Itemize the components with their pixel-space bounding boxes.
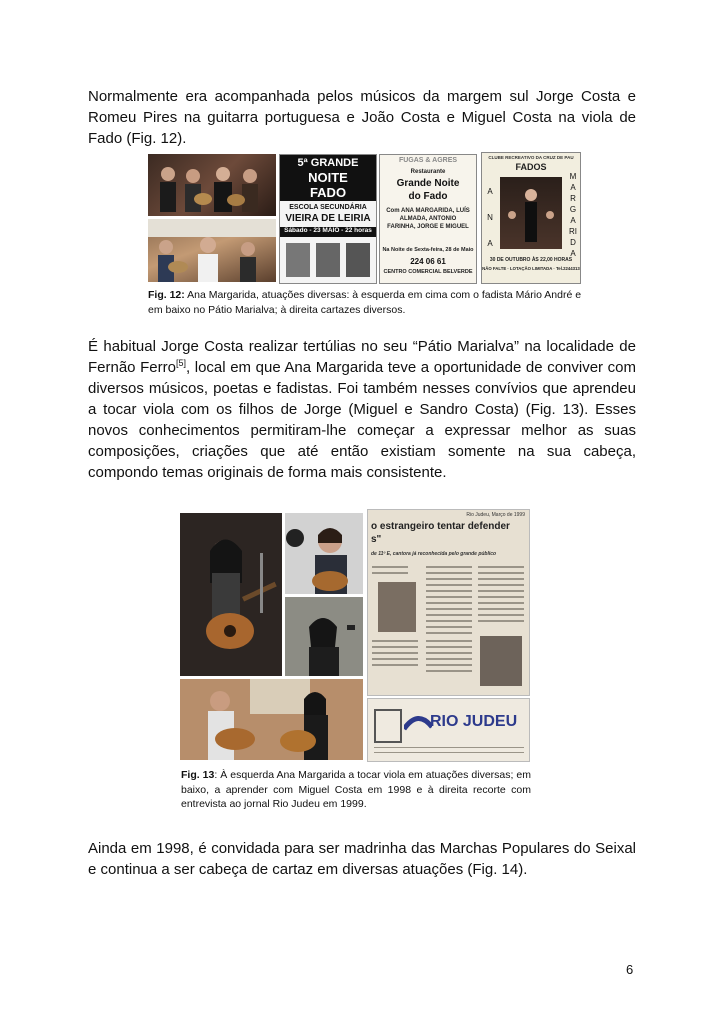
- guitar-player-illustration: [180, 513, 282, 676]
- clipping-photo-1: [378, 582, 416, 632]
- fig13-caption: [181, 768, 531, 812]
- poster1-school: ESCOLA SECUNDÁRIA: [289, 204, 367, 211]
- paragraph-2-part2: , local em que Ana Margarida teve a oportunidade de conviver com diversos músicos, poetas e fadistas. Foi também nesses convívios que aprendeu a tocar viola com os filhos de Jorge (Miguel e Sandro Costa) (Fig. 13). Esses novos conhecimentos permitiram-lhe começar a expressar melhor as suas composições, criações que até então existiam somente na sua cabeça, compondo temas originais de forma mais consistente.: [88, 359, 636, 481]
- patio-performance-illustration: [148, 219, 276, 282]
- page-number: 6: [626, 962, 634, 977]
- footnote-ref: [5]: [175, 358, 186, 368]
- rio-judeu-wave-icon: [404, 709, 432, 733]
- poster1-line1: 5ª GRANDE: [297, 157, 359, 169]
- poster2-title1: Grande Noite: [396, 178, 460, 189]
- fig12-caption-text: Ana Margarida, atuações diversas: à esquerda em cima com o fadista Mário André e em baixo no Pátio Marialva; à direita cartazes diversos.: [148, 289, 582, 316]
- poster3-date: 30 DE OUTUBRO ÀS 22,00 HORAS: [489, 257, 573, 263]
- fig13-photo-lesson: [180, 679, 363, 760]
- poster1-date: Sábado - 23 MAIO - 22 horas: [284, 227, 372, 234]
- poster3-right-letters: MARGARIDA: [569, 172, 577, 258]
- fig13-rio-judeu-logo: [367, 698, 530, 762]
- fig13-newspaper-clipping: [367, 509, 530, 696]
- poster3-note: NÃO FALTE · LOTAÇÃO LIMITADA · Tel.2244313: [482, 266, 580, 271]
- poster2-sub: Restaurante: [410, 169, 446, 175]
- rio-judeu-logo-text: RIO JUDEU: [430, 713, 518, 730]
- poster1-line3: FADO: [309, 185, 347, 200]
- fig12-photo-top-left: [148, 154, 276, 216]
- fig13-photo-top-middle: [285, 513, 363, 594]
- clipping-subhead: de 11º E, cantora já reconhecida pelo grande público: [371, 551, 497, 557]
- poster3-left-letters: A N A: [487, 187, 493, 248]
- paragraph-2: [88, 336, 636, 483]
- poster2-title2: do Fado: [408, 191, 448, 202]
- poster1-portrait-1: [286, 243, 310, 277]
- poster2-header: FUGAS & AGRES: [398, 157, 458, 164]
- guitarist-smiling-illustration: [285, 513, 363, 594]
- poster3-photo: [500, 177, 562, 249]
- clipping-headline-2: s": [371, 534, 382, 545]
- fig12-poster-grande-noite-fado: [279, 154, 377, 284]
- poster2-when: Na Noite de Sexta-feira, 28 de Maio: [382, 247, 474, 253]
- poster2-phone: 224 06 61: [410, 257, 446, 266]
- poster1-portrait-2: [316, 243, 340, 277]
- paragraph-1: Normalmente era acompanhada pelos músicos da margem sul Jorge Costa e Romeu Pires na guitarra portuguesa e João Costa e Miguel Costa na viola de Fado (Fig. 12).: [88, 88, 636, 147]
- fig12-poster-restaurante: [379, 154, 477, 284]
- paragraph-2-part1: É habitual Jorge Costa realizar tertúlias no seu “Pátio Marialva” na localidade de Fernão Ferro: [88, 338, 636, 376]
- fig12-caption-label: Fig. 12:: [148, 289, 185, 301]
- poster1-portrait-3: [346, 243, 370, 277]
- poster2-venue: CENTRO COMERCIAL BELVERDE: [383, 269, 473, 275]
- clipping-headline: o estrangeiro tentar defender: [371, 521, 510, 532]
- poster3-title: FADOS: [515, 162, 547, 172]
- clipping-photo-2: [480, 636, 522, 686]
- performers-illustration: [148, 154, 276, 216]
- poster1-line2: NOITE: [308, 170, 348, 185]
- fig13-caption-label: Fig. 13: [181, 769, 215, 781]
- fig12-poster-fados-ana-margarida: [481, 152, 581, 284]
- fig13-photo-middle: [285, 597, 363, 676]
- poster1-place: VIEIRA DE LEIRIA: [285, 213, 371, 224]
- fig13-photo-singer-guitar: [180, 513, 282, 676]
- clipping-masthead: Rio Judeu, Março de 1999: [466, 512, 525, 518]
- fig12-photo-bottom-left: [148, 219, 276, 282]
- paragraph-3: Ainda em 1998, é convidada para ser madrinha das Marchas Populares do Seixal e continua a ser cabeça de cartaz em diversas atuações (Fig. 14).: [88, 840, 636, 878]
- singer-illustration: [500, 177, 562, 249]
- singer-microphone-illustration: [285, 597, 363, 676]
- rio-judeu-emblem: [374, 709, 402, 743]
- poster3-club: CLUBE RECREATIVO DA CRUZ DE PAU: [488, 155, 574, 160]
- poster2-artists: Com ANA MARGARIDA, LUÍS ALMADA, ANTONIO FARINHA, JORGE E MIGUEL: [386, 208, 470, 230]
- fig13-caption-text: : À esquerda Ana Margarida a tocar viola em atuações diversas; em baixo, a aprender com Miguel Costa em 1998 e à direita recorte com entrevista ao jornal Rio Judeu em 1999.: [181, 769, 531, 810]
- fig12-caption: [148, 288, 598, 317]
- guitar-lesson-illustration: [180, 679, 363, 760]
